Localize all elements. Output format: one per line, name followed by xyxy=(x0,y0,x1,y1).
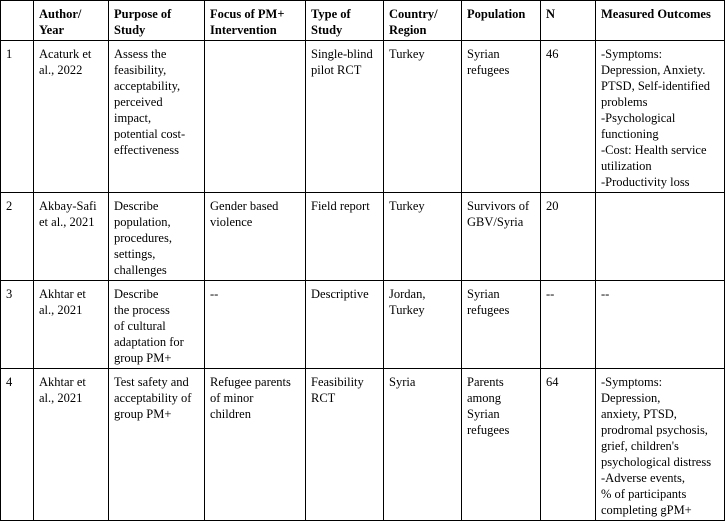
row-author: Akbay-Safi et al., 2021 xyxy=(34,193,109,281)
row-author: Acaturk et al., 2022 xyxy=(34,41,109,193)
header-number xyxy=(1,1,34,41)
row-focus: Gender based violence xyxy=(205,193,306,281)
row-type: Descriptive xyxy=(306,281,384,369)
row-type: Single-blind pilot RCT xyxy=(306,41,384,193)
row-n: -- xyxy=(541,281,596,369)
row-type: Field report xyxy=(306,193,384,281)
table-header-row xyxy=(1,1,725,41)
header-population: Population xyxy=(462,1,541,41)
row-country: Turkey xyxy=(384,193,462,281)
row-population: Parents among Syrian refugees xyxy=(462,369,541,521)
header-n: N xyxy=(541,1,596,41)
row-population: Survivors of GBV/Syria xyxy=(462,193,541,281)
row-focus: Refugee parents of minor children xyxy=(205,369,306,521)
row-country: Jordan, Turkey xyxy=(384,281,462,369)
header-outcomes: Measured Outcomes xyxy=(596,1,725,41)
table-row xyxy=(1,281,725,369)
row-country: Syria xyxy=(384,369,462,521)
row-outcomes: -Symptoms: Depression, anxiety, PTSD, prodromal psychosis, grief, children's psychological distress -Adverse events, % of participants completing gPM+ xyxy=(596,369,725,521)
header-focus: Focus of PM+ Intervention xyxy=(205,1,306,41)
header-purpose: Purpose of Study xyxy=(109,1,205,41)
header-author-year: Author/ Year xyxy=(34,1,109,41)
row-outcomes: -- xyxy=(596,281,725,369)
row-author: Akhtar et al., 2021 xyxy=(34,369,109,521)
row-number: 2 xyxy=(1,193,34,281)
row-n: 20 xyxy=(541,193,596,281)
header-country: Country/ Region xyxy=(384,1,462,41)
row-purpose: Describe the process of cultural adaptation for group PM+ xyxy=(109,281,205,369)
row-type: Feasibility RCT xyxy=(306,369,384,521)
table-row xyxy=(1,369,725,521)
row-outcomes xyxy=(596,193,725,281)
row-population: Syrian refugees xyxy=(462,41,541,193)
row-focus xyxy=(205,41,306,193)
row-number: 1 xyxy=(1,41,34,193)
row-purpose: Assess the feasibility, acceptability, perceived impact, potential cost- effectiveness xyxy=(109,41,205,193)
row-n: 64 xyxy=(541,369,596,521)
table-row xyxy=(1,41,725,193)
row-focus: -- xyxy=(205,281,306,369)
row-number: 3 xyxy=(1,281,34,369)
table-row xyxy=(1,193,725,281)
row-population: Syrian refugees xyxy=(462,281,541,369)
row-outcomes: -Symptoms: Depression, Anxiety. PTSD, Self-identified problems -Psychological functioning -Cost: Health service utilization -Productivity loss xyxy=(596,41,725,193)
row-author: Akhtar et al., 2021 xyxy=(34,281,109,369)
row-country: Turkey xyxy=(384,41,462,193)
row-n: 46 xyxy=(541,41,596,193)
header-type: Type of Study xyxy=(306,1,384,41)
row-purpose: Describe population, procedures, settings, challenges xyxy=(109,193,205,281)
row-purpose: Test safety and acceptability of group PM+ xyxy=(109,369,205,521)
row-number: 4 xyxy=(1,369,34,521)
